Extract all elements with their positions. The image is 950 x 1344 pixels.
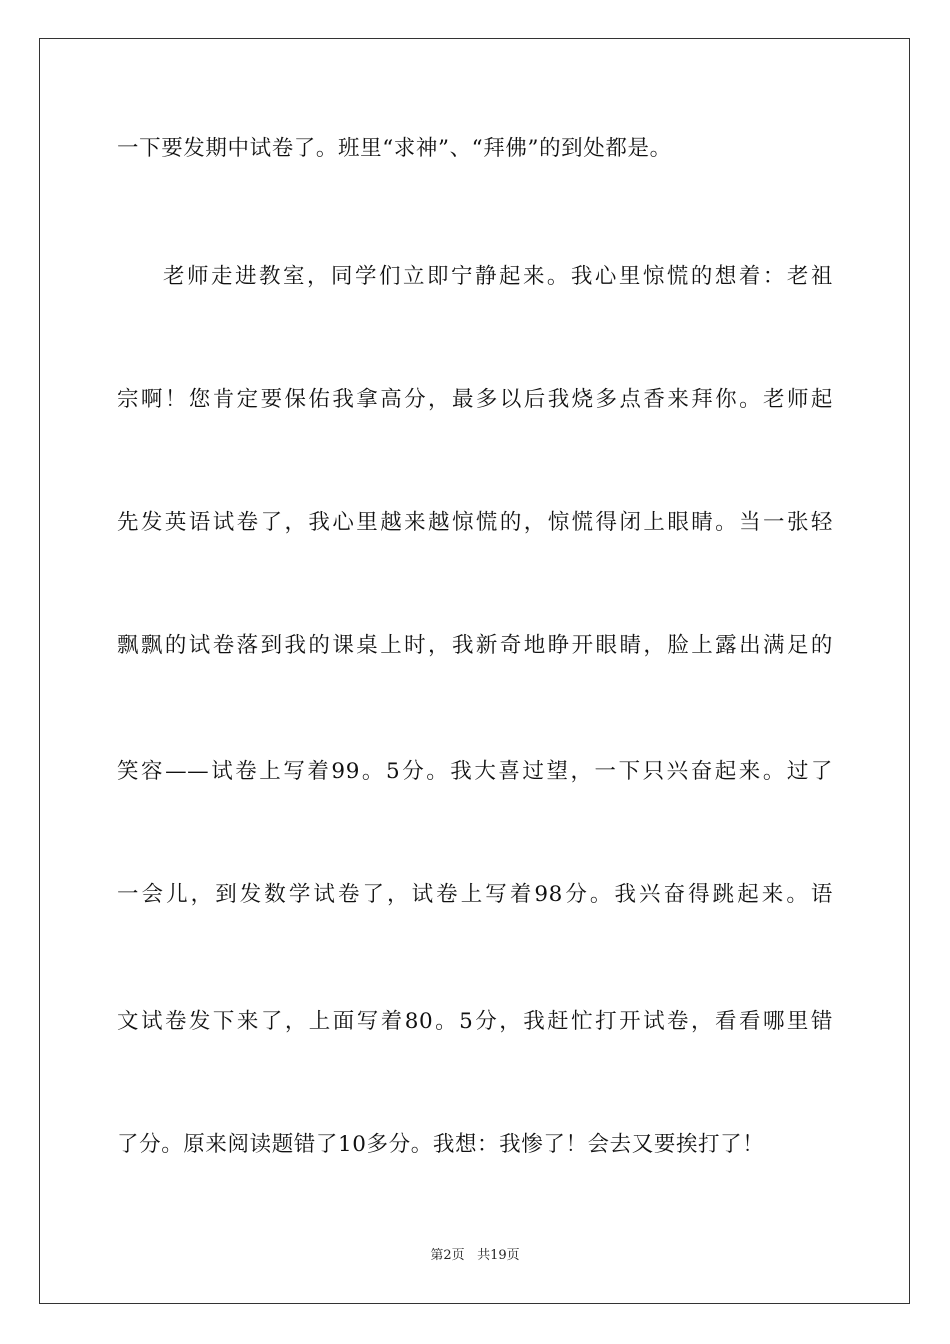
page-footer: [0, 1247, 950, 1265]
paragraph-line: 宗啊！您肯定要保佑我拿高分，最多以后我烧多点香来拜你。老师起: [117, 387, 833, 412]
paragraph-line: 一会儿，到发数学试卷了，试卷上写着98分。我兴奋得跳起来。语: [117, 882, 833, 907]
paragraph-line: 笑容——试卷上写着99。5分。我大喜过望，一下只兴奋起来。过了: [117, 759, 833, 784]
paragraph-line: 了分。原来阅读题错了10多分。我想：我惨了！会去又要挨打了！: [117, 1132, 765, 1157]
paragraph-line: 文试卷发下来了，上面写着80。5分，我赶忙打开试卷，看看哪里错: [117, 1009, 833, 1034]
page-number: 第2页: [430, 1248, 465, 1263]
page-border: [39, 38, 910, 1304]
paragraph-line: 老师走进教室，同学们立即宁静起来。我心里惊慌的想着：老祖: [163, 264, 833, 289]
paragraph-line: 先发英语试卷了，我心里越来越惊慌的，惊慌得闭上眼睛。当一张轻: [117, 510, 833, 535]
page-total: 共19页: [477, 1248, 520, 1263]
paragraph-line: 飘飘的试卷落到我的课桌上时，我新奇地睁开眼睛，脸上露出满足的: [117, 633, 833, 658]
paragraph-line: 一下要发期中试卷了。班里“求神”、“拜佛”的到处都是。: [117, 136, 672, 161]
